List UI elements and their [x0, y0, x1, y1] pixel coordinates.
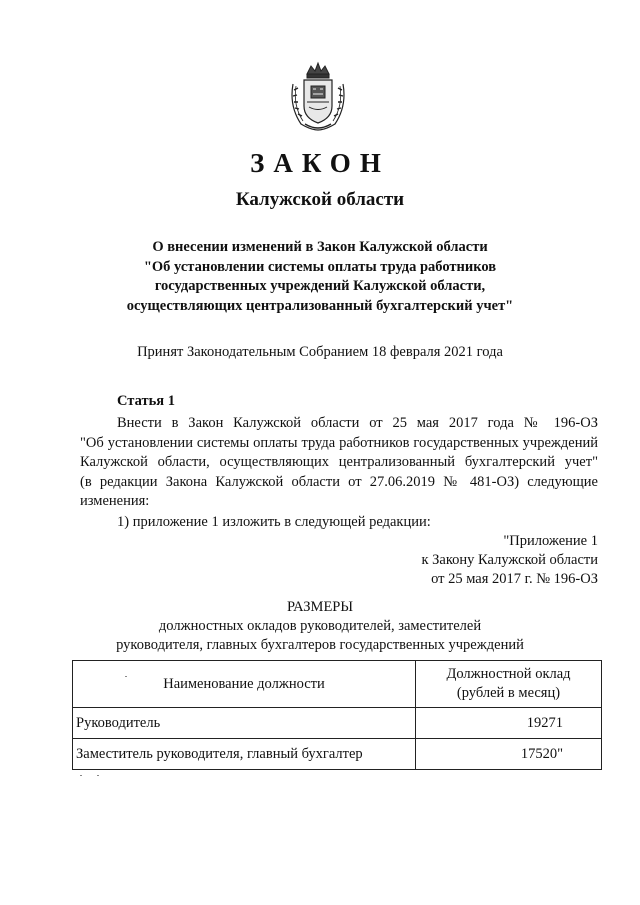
- coat-of-arms-emblem: [287, 60, 349, 132]
- law-name-line: осуществляющих централизованный бухгалтерский учет": [126, 297, 514, 314]
- position-name-cell: Заместитель руководителя, главный бухгалтер: [73, 739, 416, 770]
- article-item-1: 1) приложение 1 изложить в следующей редакции:: [117, 514, 431, 530]
- appendix-line: "Приложение 1: [503, 533, 598, 549]
- scan-speck: [97, 775, 99, 776]
- law-name-line: государственных учреждений Калужской области,: [154, 278, 486, 294]
- table-header-row: [73, 661, 602, 708]
- paragraph-line: Калужской области, осуществляющих централизованный бухгалтерский учет": [80, 454, 598, 470]
- article-title: Статья 1: [117, 393, 175, 409]
- table-row: [73, 739, 602, 770]
- document-title: ЗАКОН: [250, 148, 390, 178]
- header-salary-line: (рублей в месяц): [456, 685, 561, 701]
- appendix-line: от 25 мая 2017 г. № 196-ОЗ: [431, 571, 598, 587]
- article-paragraph: [80, 414, 598, 512]
- law-name-line: О внесении изменений в Закон Калужской области: [152, 239, 488, 255]
- appendix-line: к Закону Калужской области: [421, 552, 598, 568]
- header-position-name: Наименование должности: [73, 661, 416, 708]
- sizes-subtitle: [0, 615, 640, 655]
- scan-speck: [80, 775, 82, 776]
- salary-table: [72, 660, 602, 770]
- header-salary: [416, 661, 602, 708]
- sizes-subtitle-line: руководителя, главных бухгалтеров государственных учреждений: [116, 637, 524, 653]
- salary-value-cell: 17520": [416, 739, 602, 770]
- law-name-line: "Об установлении системы оплаты труда работников: [143, 258, 497, 275]
- paragraph-line: (в редакции Закона Калужской области от 27.06.2019 № 481-ОЗ) следующие: [80, 473, 598, 490]
- salary-value-cell: 19271: [416, 708, 602, 739]
- paragraph-line: изменения:: [80, 493, 150, 509]
- document-subtitle: Калужской области: [235, 189, 405, 210]
- paragraph-line: "Об установлении системы оплаты труда работников государственных учреждений: [80, 434, 598, 451]
- header-salary-line: Должностной оклад: [446, 666, 571, 682]
- table-row: [73, 708, 602, 739]
- paragraph-line: Внести в Закон Калужской области от 25 мая 2017 года № 196-ОЗ: [117, 415, 598, 431]
- scan-speck: [125, 676, 127, 677]
- law-name: [80, 238, 560, 316]
- sizes-title: РАЗМЕРЫ: [286, 599, 354, 615]
- appendix-reference: [421, 532, 598, 589]
- adoption-statement: Принят Законодательным Собранием 18 февраля 2021 года: [137, 344, 503, 360]
- sizes-subtitle-line: должностных окладов руководителей, заместителей: [158, 618, 482, 634]
- position-name-cell: Руководитель: [73, 708, 416, 739]
